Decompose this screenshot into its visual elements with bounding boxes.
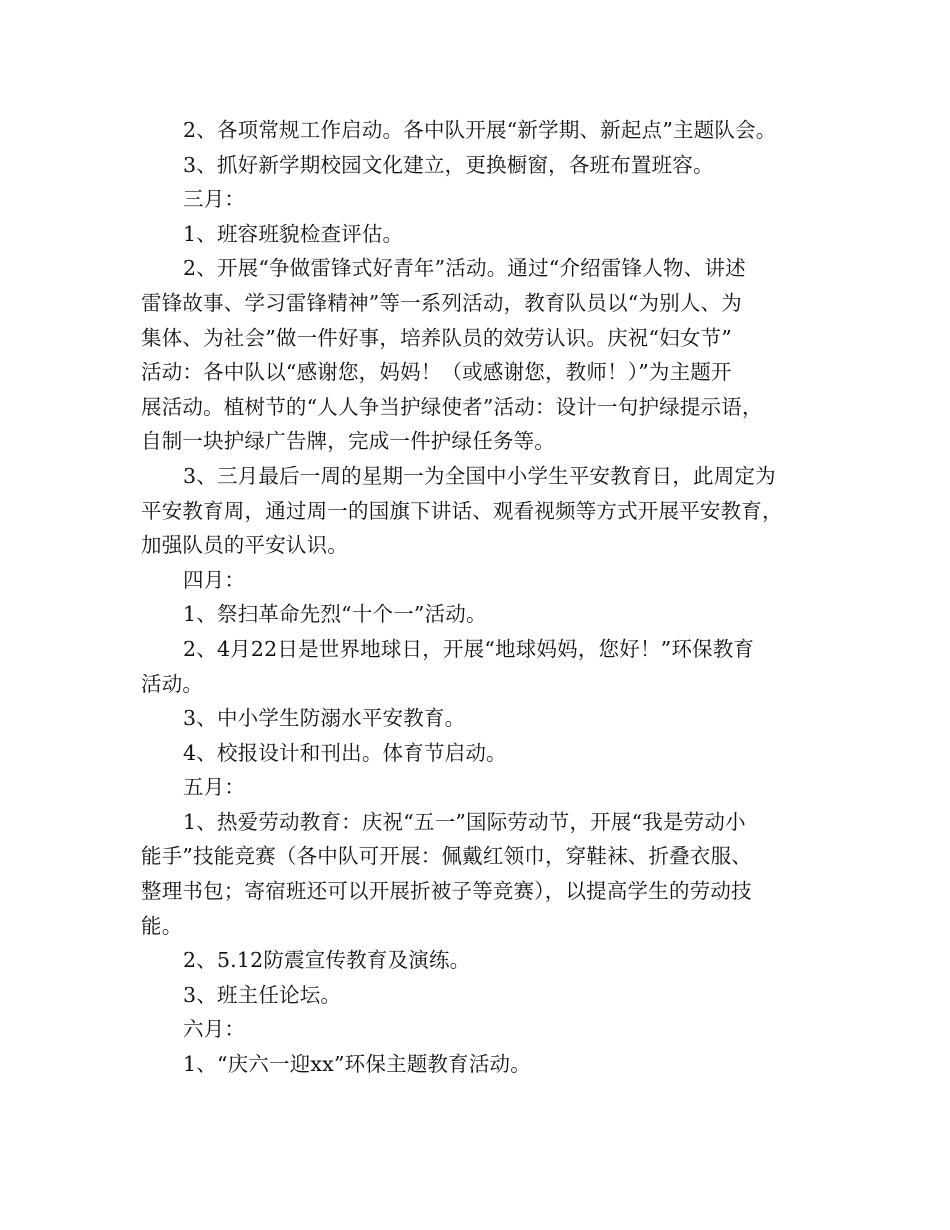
text-line: 3、班主任论坛。 bbox=[183, 982, 342, 1007]
text-line: 能手”技能竞赛（各中队可开展：佩戴红领巾，穿鞋袜、折叠衣服、 bbox=[141, 844, 752, 869]
document-body bbox=[141, 113, 838, 1082]
text-line: 3、中小学生防溺水平安教育。 bbox=[183, 706, 466, 731]
text-line: 三月： bbox=[183, 187, 246, 212]
text-line: 1、祭扫革命先烈“十个一”活动。 bbox=[183, 602, 487, 627]
text-line: 能。 bbox=[141, 913, 183, 938]
text-line: 平安教育周，通过周一的国旗下讲话、观看视频等方式开展平安教育， bbox=[141, 498, 783, 523]
text-line: 2、各项常规工作启动。各中队开展“新学期、新起点”主题队会。 bbox=[183, 118, 777, 142]
text-line: 雷锋故事、学习雷锋精神”等一系列活动，教育队员以“为别人、为 bbox=[141, 290, 742, 315]
text-line: 活动。 bbox=[141, 671, 204, 696]
text-line: 2、4月22日是世界地球日，开展“地球妈妈，您好！”环保教育 bbox=[183, 636, 755, 661]
text-line: 整理书包；寄宿班还可以开展折被子等竞赛），以提高学生的劳动技 bbox=[141, 879, 752, 904]
text-line: 1、“庆六一迎xx”环保主题教育活动。 bbox=[183, 1052, 531, 1077]
text-line: 2、开展“争做雷锋式好青年”活动。通过“介绍雷锋人物、讲述 bbox=[183, 256, 746, 281]
text-line: 五月： bbox=[183, 775, 246, 800]
text-line: 1、班容班貌检查评估。 bbox=[183, 221, 404, 246]
text-line: 2、5.12防震宣传教育及演练。 bbox=[183, 948, 471, 973]
text-line: 3、三月最后一周的星期一为全国中小学生平安教育日，此周定为 bbox=[183, 463, 776, 488]
text-line: 展活动。植树节的“人人争当护绿使者”活动：设计一句护绿提示语， bbox=[141, 394, 763, 419]
text-line: 自制一块护绿广告牌，完成一件护绿任务等。 bbox=[141, 429, 555, 454]
text-line: 集体、为社会”做一件好事，培养队员的效劳认识。庆祝“妇女节” bbox=[141, 325, 732, 350]
text-line: 活动：各中队以“感谢您，妈妈！（或感谢您，教师！）”为主题开 bbox=[141, 360, 732, 385]
text-line: 1、热爱劳动教育：庆祝“五一”国际劳动节，开展“我是劳动小 bbox=[183, 809, 746, 834]
text-line: 六月： bbox=[183, 1017, 246, 1042]
text-line: 四月： bbox=[183, 567, 246, 592]
text-line: 3、抓好新学期校园文化建立，更换橱窗，各班布置班容。 bbox=[183, 152, 714, 177]
text-line: 加强队员的平安认识。 bbox=[141, 533, 348, 558]
text-line: 4、校报设计和刊出。体育节启动。 bbox=[183, 740, 507, 765]
